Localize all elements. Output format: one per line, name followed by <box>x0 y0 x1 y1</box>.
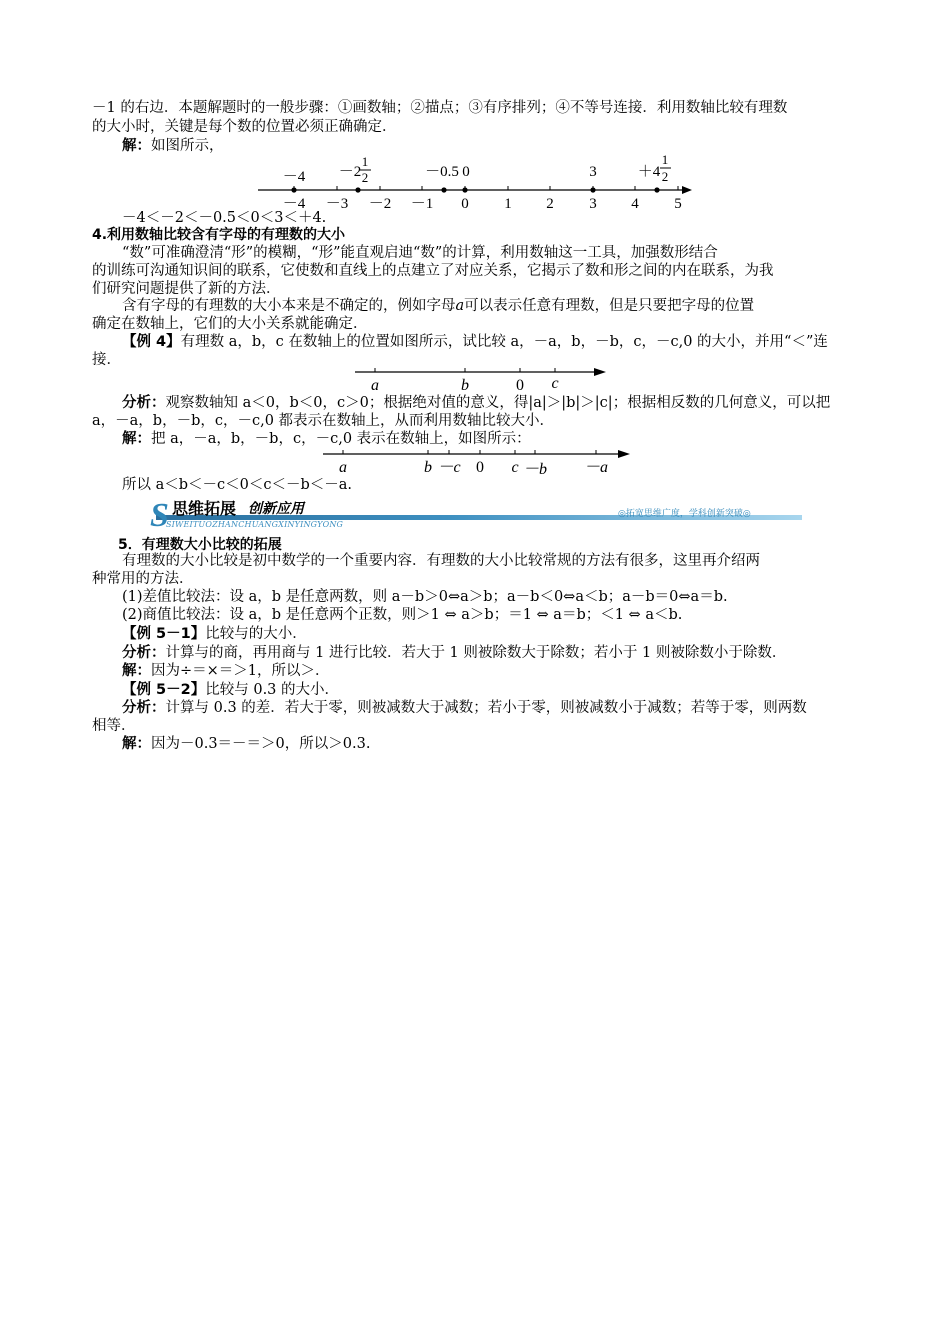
analysis-label: 分析： <box>122 645 166 661</box>
solution-text: 如图所示， <box>151 138 224 154</box>
point-label: －2 <box>338 164 362 180</box>
text-span: 含有字母的有理数的大小本来是不确定的，例如字母 <box>122 298 456 314</box>
axis-label: c <box>511 459 519 476</box>
point <box>462 187 467 192</box>
axis-label: 0 <box>476 459 484 476</box>
section-5-title: 5．有理数大小比较的拓展 <box>118 537 282 553</box>
banner-pinyin: SIWEITUOZHANCHUANGXINYINGYONG <box>166 520 344 529</box>
analysis-text: 计算与 0.3 的差．若大于零，则被减数大于减数；若小于零，则被减数小于减数；若等于零，则两数 <box>165 700 807 716</box>
analysis-label: 分析： <box>122 700 166 716</box>
banner-subtitle: 创新应用 <box>248 501 304 517</box>
tick-label: 1 <box>504 196 512 212</box>
number-line-1 <box>240 150 710 212</box>
point-label: ＋4 <box>637 164 661 180</box>
solution-text: 把 a，－a，b，－b，c，－c,0 表示在数轴上，如图所示： <box>151 431 531 447</box>
text-line: 接． <box>92 352 121 368</box>
text-line: (2)商值比较法：设 a，b 是任意两个正数，则＞1 ⇔ a＞b；＝1 ⇔ a＝b；＜1 ⇔ a＜b. <box>122 607 683 623</box>
example-label: 【例 5－1】 <box>122 626 206 642</box>
tick-label: －3 <box>325 196 349 212</box>
svg-text:S: S <box>150 497 169 530</box>
tick-label: －1 <box>410 196 434 212</box>
example-text: 比较与的大小． <box>205 626 307 642</box>
tick-label: －2 <box>368 196 392 212</box>
text-line: 种常用的方法． <box>92 571 194 587</box>
example-label: 【例 4】 <box>122 334 181 350</box>
point <box>654 187 659 192</box>
banner-title: 思维拓展 <box>172 499 237 518</box>
text-line: 所以 a＜b＜－c＜0＜c＜－b＜－a. <box>122 477 353 493</box>
point <box>590 187 595 192</box>
example-5-1 <box>122 626 892 643</box>
banner-slogan: ◎拓宽思维广度，学科创新突破◎ <box>618 509 751 519</box>
fraction-num: 1 <box>661 152 669 167</box>
fraction-num: 1 <box>361 154 369 169</box>
example-4 <box>122 334 892 351</box>
example-label: 【例 5－2】 <box>122 682 206 698</box>
solution-label: 解： <box>122 663 151 679</box>
point <box>291 187 296 192</box>
text-span: a <box>455 298 465 314</box>
example-5-2 <box>122 682 892 699</box>
tick-label: 2 <box>546 196 554 212</box>
number-line-2 <box>350 362 620 394</box>
analysis-label: 分析： <box>122 395 166 411</box>
point <box>355 187 360 192</box>
axis-label: －a <box>583 459 609 476</box>
axis-label: 0 <box>516 377 524 394</box>
solution-label: 解： <box>122 138 151 154</box>
axis-label: c <box>551 375 559 392</box>
example-text: 有理数 a，b，c 在数轴上的位置如图所示，试比较 a，－a，b，－b，c，－c,0 的大小，并用“＜”连 <box>180 334 828 350</box>
point-label: 0 <box>462 164 470 180</box>
tick-label: 4 <box>631 196 639 212</box>
axis-label: －b <box>522 461 548 476</box>
tick-label: 3 <box>589 196 597 212</box>
text-line: 的训练可沟通知识间的联系，它使数和直线上的点建立了对应关系，它揭示了数和形之间的内在联系，为我 <box>92 263 774 279</box>
solution-line <box>122 736 892 753</box>
analysis <box>122 700 892 717</box>
point-label: －4 <box>282 169 306 185</box>
solution-line <box>122 663 892 680</box>
text-line: a，－a，b，－b，c，－c,0 都表示在数轴上，从而利用数轴比较大小． <box>92 413 555 429</box>
solution-text: 因为－0.3＝－＝＞0，所以＞0.3. <box>151 736 371 752</box>
tick-label: 0 <box>461 196 469 212</box>
text-line: 的大小时，关键是每个数的位置必须正确确定． <box>92 119 397 135</box>
text-line: 相等． <box>92 718 136 734</box>
text-line: －1 的右边．本题解题时的一般步骤：①画数轴；②描点；③有序排列；④不等号连接．利用数轴比较有理数 <box>92 100 788 116</box>
analysis <box>122 395 892 412</box>
section-banner <box>148 496 808 530</box>
example-text: 比较与 0.3 的大小． <box>205 682 340 698</box>
axis-label: a <box>371 377 379 394</box>
axis-label: b <box>424 459 432 476</box>
tick-label: 5 <box>674 196 682 212</box>
axis-label: －c <box>437 459 461 476</box>
point-label: 3 <box>589 164 597 180</box>
text-line: “数”可准确澄清“形”的模糊，“形”能直观启迪“数”的计算，利用数轴这一工具，加强数形结合 <box>122 245 718 261</box>
text-line: 们研究问题提供了新的方法． <box>92 281 281 297</box>
fraction-den: 2 <box>661 169 669 184</box>
analysis-text: 计算与的商，再用商与 1 进行比较．若大于 1 则被除数大于除数；若小于 1 则被除数小于除数． <box>165 645 787 661</box>
axis-label: b <box>461 377 469 394</box>
section-4-title: 4.利用数轴比较含有字母的有理数的大小 <box>92 227 346 243</box>
tick-label: －4 <box>282 196 306 212</box>
fraction-den: 2 <box>361 170 369 185</box>
text-span: 可以表示任意有理数，但是只要把字母的位置 <box>464 298 755 314</box>
axis-label: a <box>339 459 347 476</box>
analysis <box>122 645 892 662</box>
number-line-3 <box>318 442 638 476</box>
solution-label: 解： <box>122 736 151 752</box>
text-line <box>122 298 892 315</box>
analysis-text: 观察数轴知 a＜0，b＜0，c＞0；根据绝对值的意义，得|a|＞|b|＞|c|；根据相反数的几何意义，可以把 <box>165 395 831 411</box>
solution-label: 解： <box>122 431 151 447</box>
text-line: －4＜－2＜－0.5＜0＜3＜＋4. <box>122 210 327 226</box>
text-line: 确定在数轴上，它们的大小关系就能确定． <box>92 316 368 332</box>
text-line: (1)差值比较法：设 a，b 是任意两数，则 a－b＞0⇔a＞b；a－b＜0⇔a＜b；a－b＝0⇔a＝b. <box>122 589 728 605</box>
solution-text: 因为÷＝×＝＞1，所以＞． <box>151 663 330 679</box>
text-line: 有理数的大小比较是初中数学的一个重要内容．有理数的大小比较常规的方法有很多，这里再介绍两 <box>122 553 760 569</box>
point-label: －0.5 <box>425 164 459 180</box>
point <box>441 187 446 192</box>
